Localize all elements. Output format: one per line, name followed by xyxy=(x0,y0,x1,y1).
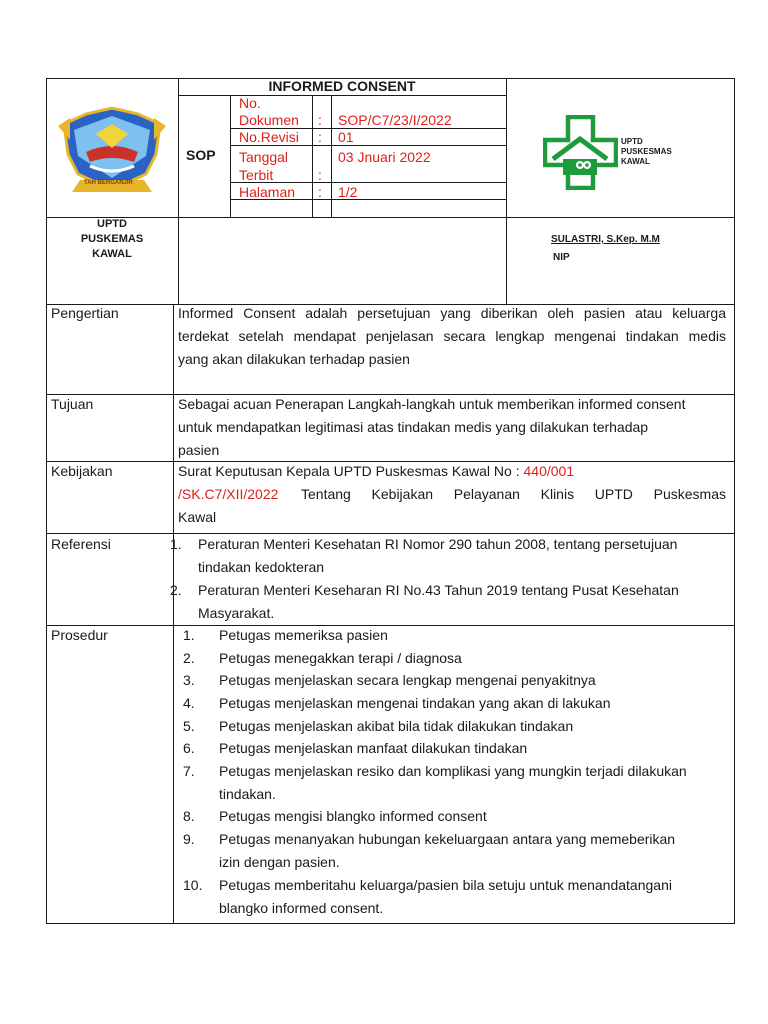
row-label-dokumen: Dokumen xyxy=(239,112,299,128)
referensi-1-line-2: tindakan kedokteran xyxy=(198,559,325,575)
row-label-halaman: Halaman xyxy=(239,184,296,200)
header-border-left xyxy=(46,78,47,304)
row-value-revisi: 01 xyxy=(338,129,354,145)
prosedur-num-2: 2. xyxy=(183,650,195,666)
referensi-num-1: 1. xyxy=(170,536,182,552)
right-logo-text-2: PUSKESMAS xyxy=(621,147,672,156)
section-label-tujuan: Tujuan xyxy=(51,396,94,412)
prosedur-10-line-1: Petugas memberitahu keluarga/pasien bila setuju untuk menandatangani xyxy=(219,877,672,893)
org-name-line-3: KAWAL xyxy=(92,248,132,260)
prosedur-7-line-2: tindakan. xyxy=(219,786,276,802)
pengertian-line-3: yang akan dilakukan terhadap pasien xyxy=(178,351,410,367)
row-sep-halaman: : xyxy=(318,184,322,200)
pengertian-line-1: Informed Consent adalah persetujuan yang diberikan oleh pasien atau keluarga xyxy=(178,305,726,321)
prosedur-9-line-1: Petugas menanyakan hubungan kekeluargaan antara yang memeberikan xyxy=(219,831,676,847)
row-sep-revisi: : xyxy=(318,129,322,145)
header-border-right xyxy=(734,78,735,304)
signatory-name: SULASTRI, S.Kep. M.M xyxy=(551,234,660,245)
prosedur-num-4: 4. xyxy=(183,695,195,711)
body-border-bottom xyxy=(46,923,735,924)
prosedur-1-line-1: Petugas memeriksa pasien xyxy=(219,627,388,643)
kebijakan-decree-text: Surat Keputusan Kepala UPTD Puskesmas Kawal No : xyxy=(178,463,524,479)
header-divider-left xyxy=(178,78,179,304)
puskesmas-cross-icon xyxy=(543,115,618,190)
header-divider-right xyxy=(506,78,507,304)
row-value-halaman: 1/2 xyxy=(338,184,358,200)
prosedur-num-9: 9. xyxy=(183,831,195,847)
prosedur-4-line-1: Petugas menjelaskan mengenai tindakan yang akan di lakukan xyxy=(219,695,611,711)
tujuan-line-2: untuk mendapatkan legitimasi atas tindakan medis yang dilakukan terhadap xyxy=(178,419,649,435)
row-value-dokumen: SOP/C7/23/I/2022 xyxy=(338,112,452,128)
row-label-terbit: Terbit xyxy=(239,167,274,183)
body-border-left xyxy=(46,304,47,924)
row-label-revisi: No.Revisi xyxy=(239,129,299,145)
row-label-tanggal: Tanggal xyxy=(239,149,289,165)
prosedur-9-line-2: izin dengan pasien. xyxy=(219,854,340,870)
kebijakan-line-2: Tentang Kebijakan Pelayanan Klinis UPTD Puskesmas xyxy=(301,486,726,502)
prosedur-3-line-1: Petugas menjelaskan secara lengkap mengenai penyakitnya xyxy=(219,672,596,688)
prosedur-num-10: 10. xyxy=(183,877,203,893)
row-sep-tanggal: : xyxy=(318,167,322,183)
referensi-1-line-1: Peraturan Menteri Kesehatan RI Nomor 290 tahun 2008, tentang persetujuan xyxy=(198,536,678,552)
section-label-kebijakan: Kebijakan xyxy=(51,463,113,479)
org-name-line-1: UPTD xyxy=(97,218,127,230)
section-label-referensi: Referensi xyxy=(51,536,111,552)
body-border-right xyxy=(734,304,735,924)
kebijakan-decree-code: /SK.C7/XII/2022 xyxy=(178,486,279,502)
row-sep-dokumen: : xyxy=(318,112,322,128)
body-rule-prosedur xyxy=(46,625,735,626)
prosedur-8-line-1: Petugas mengisi blangko informed consent xyxy=(219,808,487,824)
prosedur-10-line-2: blangko informed consent. xyxy=(219,900,384,916)
prosedur-num-5: 5. xyxy=(183,718,195,734)
tujuan-line-3: pasien xyxy=(178,442,220,458)
prosedur-5-line-1: Petugas menjelaskan akibat bila tidak dilakukan tindakan xyxy=(219,718,574,734)
prosedur-num-7: 7. xyxy=(183,763,195,779)
emblem-ribbon-text: TAH BERGANJIR xyxy=(84,180,133,186)
referensi-2-line-1: Peraturan Menteri Keseharan RI No.43 Tahun 2019 tentang Pusat Kesehatan xyxy=(198,582,679,598)
org-name-line-2: PUSKEMAS xyxy=(80,233,144,245)
prosedur-2-line-1: Petugas menegakkan terapi / diagnosa xyxy=(219,650,462,666)
prosedur-num-8: 8. xyxy=(183,808,195,824)
prosedur-7-line-1: Petugas menjelaskan resiko dan komplikasi yang mungkin terjadi dilakukan xyxy=(219,763,687,779)
pengertian-line-2: terdekat setelah mendapat penjelasan secara lengkap mengenai tindakan medis xyxy=(178,328,726,344)
kebijakan-line-1 xyxy=(178,460,574,482)
row-label-no: No. xyxy=(239,95,261,111)
row-value-tanggal: 03 Jnuari 2022 xyxy=(338,149,431,165)
section-label-pengertian: Pengertian xyxy=(51,305,119,321)
prosedur-num-3: 3. xyxy=(183,672,195,688)
referensi-num-2: 2. xyxy=(170,582,182,598)
prosedur-num-1: 1. xyxy=(183,627,195,643)
referensi-2-line-2: Masyarakat. xyxy=(198,605,275,621)
kebijakan-decree-number: 440/001 xyxy=(523,463,575,479)
body-label-divider xyxy=(173,304,174,924)
right-logo-text-1: UPTD xyxy=(621,137,643,146)
prosedur-6-line-1: Petugas menjelaskan manfaat dilakukan tindakan xyxy=(219,740,528,756)
signatory-nip-label: NIP xyxy=(553,252,570,263)
prosedur-num-6: 6. xyxy=(183,740,195,756)
right-logo-text-3: KAWAL xyxy=(621,157,650,166)
section-label-prosedur: Prosedur xyxy=(51,627,108,643)
document-title: INFORMED CONSENT xyxy=(268,78,416,94)
kebijakan-line-3: Kawal xyxy=(178,509,217,525)
sop-label: SOP xyxy=(186,147,216,163)
tujuan-line-1: Sebagai acuan Penerapan Langkah-langkah untuk memberikan informed consent xyxy=(178,396,686,412)
